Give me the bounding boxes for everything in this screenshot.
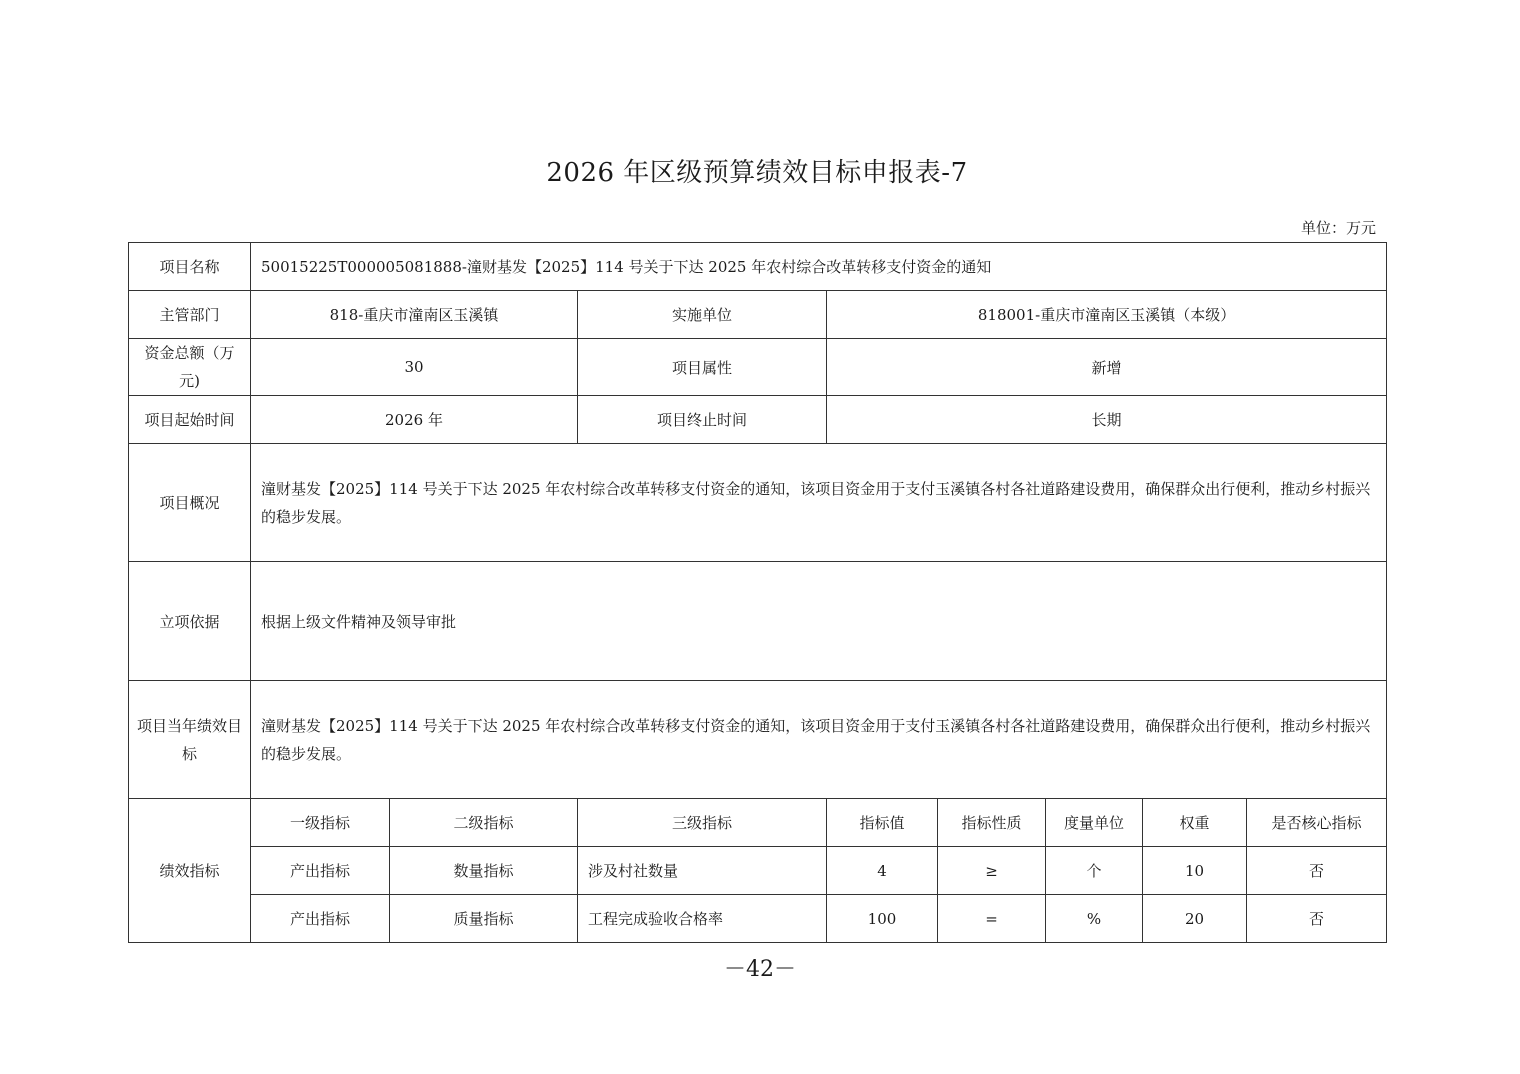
indicator-cell: 100 <box>827 895 938 943</box>
indicator-cell: 否 <box>1247 895 1387 943</box>
overview-value: 潼财基发【2025】114 号关于下达 2025 年农村综合改革转移支付资金的通知，该项目资金用于支付玉溪镇各村各社道路建设费用，确保群众出行便利，推动乡村振兴的稳步发展。 <box>251 444 1387 562</box>
dept-label: 主管部门 <box>129 291 251 339</box>
funds-value: 30 <box>251 339 578 396</box>
indicator-header: 度量单位 <box>1046 799 1143 847</box>
impl-label: 实施单位 <box>578 291 827 339</box>
perf-label: 绩效指标 <box>129 799 251 943</box>
indicator-header: 是否核心指标 <box>1247 799 1387 847</box>
start-value: 2026 年 <box>251 396 578 444</box>
overview-label: 项目概况 <box>129 444 251 562</box>
indicator-row <box>129 847 1387 895</box>
row-project-name <box>129 243 1387 291</box>
indicator-header-row <box>129 799 1387 847</box>
indicator-cell: 否 <box>1247 847 1387 895</box>
indicator-cell: 涉及村社数量 <box>578 847 827 895</box>
project-name-label: 项目名称 <box>129 243 251 291</box>
indicator-cell: 工程完成验收合格率 <box>578 895 827 943</box>
row-department <box>129 291 1387 339</box>
row-basis <box>129 562 1387 681</box>
goal-value: 潼财基发【2025】114 号关于下达 2025 年农村综合改革转移支付资金的通知，该项目资金用于支付玉溪镇各村各社道路建设费用，确保群众出行便利，推动乡村振兴的稳步发展。 <box>251 681 1387 799</box>
indicator-header: 一级指标 <box>251 799 390 847</box>
indicator-cell: 数量指标 <box>390 847 578 895</box>
row-goal <box>129 681 1387 799</box>
indicator-cell: 产出指标 <box>251 895 390 943</box>
impl-value: 818001-重庆市潼南区玉溪镇（本级） <box>827 291 1387 339</box>
indicator-header: 权重 <box>1143 799 1247 847</box>
indicator-cell: 10 <box>1143 847 1247 895</box>
attr-label: 项目属性 <box>578 339 827 396</box>
indicator-cell: = <box>938 895 1046 943</box>
row-overview <box>129 444 1387 562</box>
goal-label: 项目当年绩效目标 <box>129 681 251 799</box>
basis-label: 立项依据 <box>129 562 251 681</box>
indicator-cell: 质量指标 <box>390 895 578 943</box>
indicator-cell: 20 <box>1143 895 1247 943</box>
end-value: 长期 <box>827 396 1387 444</box>
start-label: 项目起始时间 <box>129 396 251 444</box>
dept-value: 818-重庆市潼南区玉溪镇 <box>251 291 578 339</box>
funds-label: 资金总额（万元) <box>129 339 251 396</box>
page-title: 2026 年区级预算绩效目标申报表-7 <box>546 158 968 188</box>
indicator-cell: 4 <box>827 847 938 895</box>
indicator-row <box>129 895 1387 943</box>
project-name-value: 50015225T000005081888-潼财基发【2025】114 号关于下达 2025 年农村综合改革转移支付资金的通知 <box>251 243 1387 291</box>
indicator-cell: 产出指标 <box>251 847 390 895</box>
indicator-header: 二级指标 <box>390 799 578 847</box>
indicator-header: 指标值 <box>827 799 938 847</box>
budget-performance-table <box>128 242 1387 943</box>
indicator-cell: % <box>1046 895 1143 943</box>
row-funds <box>129 339 1387 396</box>
attr-value: 新增 <box>827 339 1387 396</box>
row-period <box>129 396 1387 444</box>
end-label: 项目终止时间 <box>578 396 827 444</box>
unit-label: 单位：万元 <box>1300 219 1376 237</box>
indicator-cell: ≥ <box>938 847 1046 895</box>
indicator-cell: 个 <box>1046 847 1143 895</box>
page-number: －42－ <box>724 957 796 982</box>
basis-value: 根据上级文件精神及领导审批 <box>251 562 1387 681</box>
indicator-header: 指标性质 <box>938 799 1046 847</box>
indicator-header: 三级指标 <box>578 799 827 847</box>
